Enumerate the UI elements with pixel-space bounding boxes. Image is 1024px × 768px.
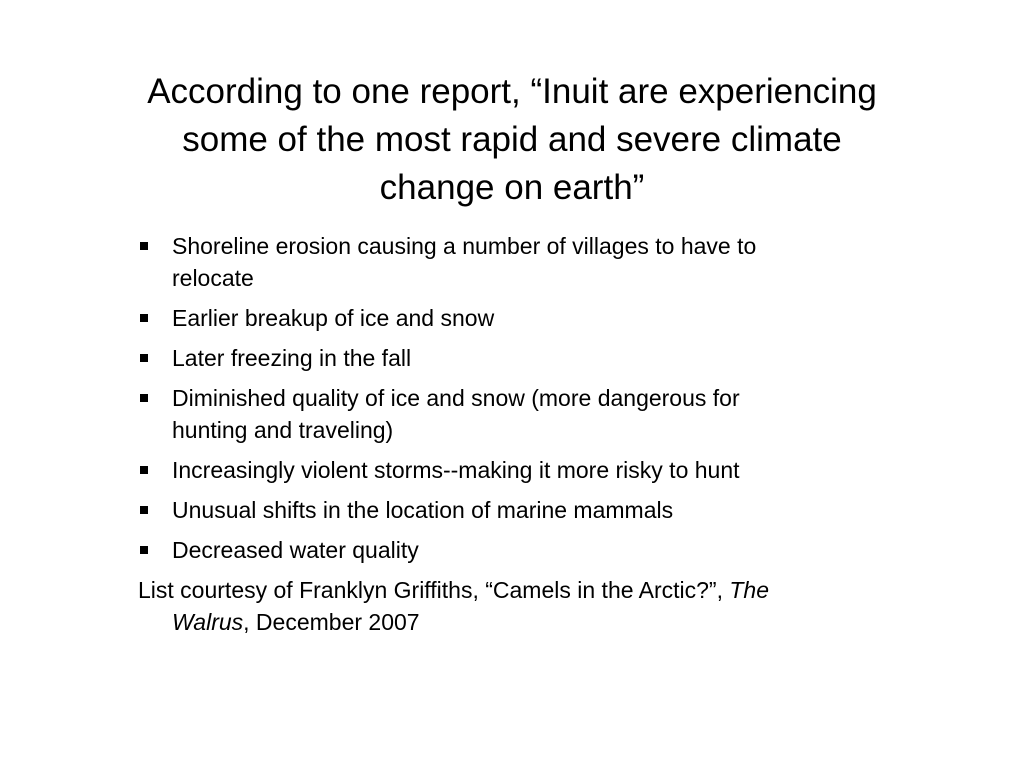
square-bullet-icon bbox=[140, 466, 148, 474]
square-bullet-icon bbox=[140, 354, 148, 362]
title-line-3: change on earth” bbox=[379, 168, 645, 207]
citation-date: , December 2007 bbox=[243, 609, 420, 635]
title-line-1: According to one report, “Inuit are experiencing bbox=[147, 72, 877, 111]
square-bullet-icon bbox=[140, 546, 148, 554]
citation-publication-part-1: The bbox=[729, 577, 770, 603]
bullet-item-earlier-breakup bbox=[138, 302, 938, 334]
citation-publication-part-2: Walrus bbox=[172, 609, 244, 635]
bullet-text-line: Shoreline erosion causing a number of villages to have to bbox=[172, 233, 757, 259]
title-line-2: some of the most rapid and severe climate bbox=[182, 120, 842, 159]
bullet-item-marine-mammals bbox=[138, 494, 938, 526]
bullet-text-line: Unusual shifts in the location of marine mammals bbox=[172, 497, 674, 523]
bullet-list bbox=[138, 230, 938, 566]
bullet-item-later-freezing bbox=[138, 342, 938, 374]
citation-line-2 bbox=[138, 606, 938, 638]
bullet-text-line: Later freezing in the fall bbox=[172, 345, 412, 371]
bullet-item-shoreline-erosion bbox=[138, 230, 938, 294]
citation-line-1 bbox=[138, 574, 938, 606]
citation bbox=[138, 574, 938, 638]
citation-text: List courtesy of Franklyn Griffiths, “Camels in the Arctic?”, bbox=[138, 577, 730, 603]
bullet-text-line: relocate bbox=[172, 265, 254, 291]
bullet-item-water-quality bbox=[138, 534, 938, 566]
bullet-item-violent-storms bbox=[138, 454, 938, 486]
square-bullet-icon bbox=[140, 314, 148, 322]
square-bullet-icon bbox=[140, 394, 148, 402]
bullet-text-line: Decreased water quality bbox=[172, 537, 419, 563]
square-bullet-icon bbox=[140, 506, 148, 514]
bullet-item-diminished-quality bbox=[138, 382, 938, 446]
bullet-text-line: Increasingly violent storms--making it more risky to hunt bbox=[172, 457, 740, 483]
square-bullet-icon bbox=[140, 242, 148, 250]
bullet-text-line: Earlier breakup of ice and snow bbox=[172, 305, 495, 331]
bullet-text-line: Diminished quality of ice and snow (more dangerous for bbox=[172, 385, 740, 411]
bullet-text-line: hunting and traveling) bbox=[172, 417, 394, 443]
slide-title bbox=[60, 68, 964, 212]
slide-body bbox=[138, 230, 938, 638]
